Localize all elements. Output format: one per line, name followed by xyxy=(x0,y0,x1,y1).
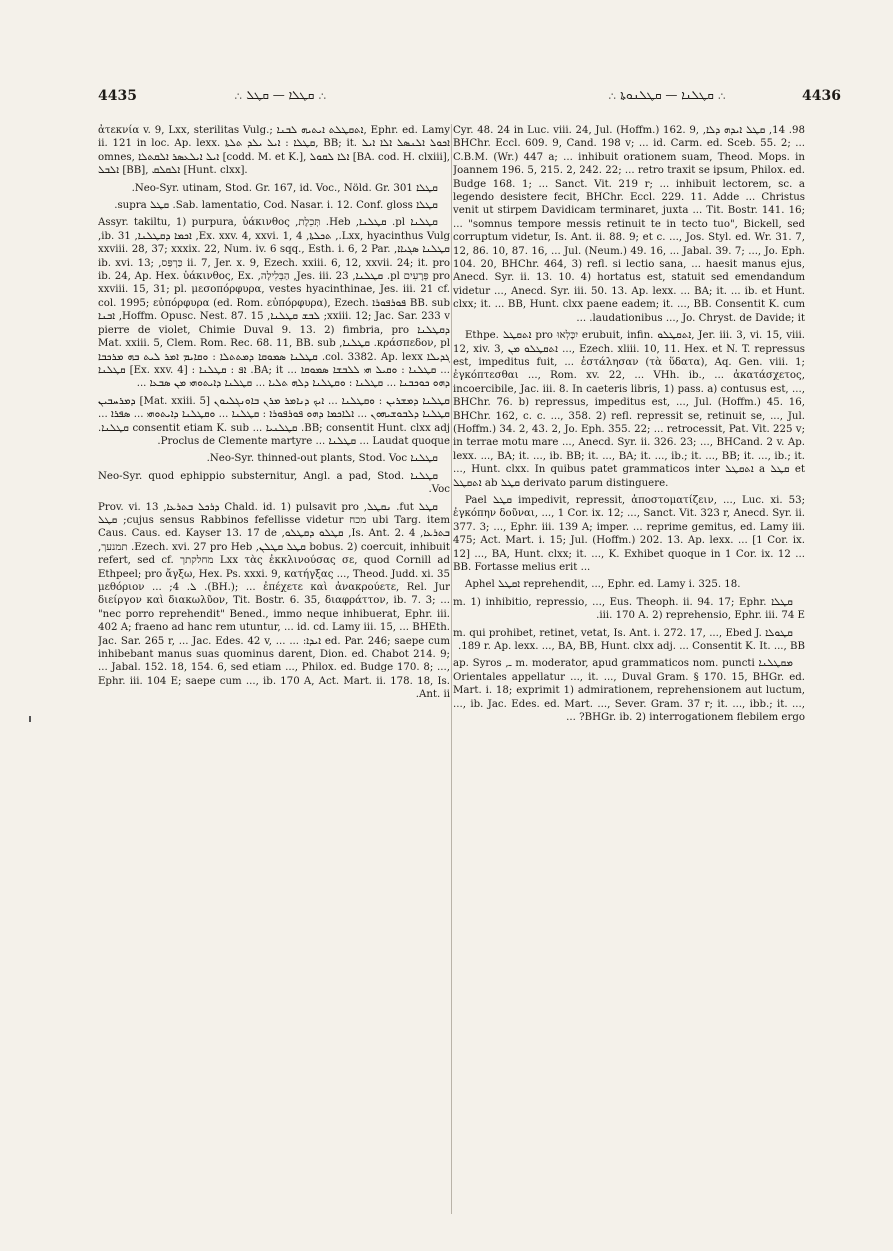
entry-paragraph: ܩܛܠܐ Neo-Syr. utinam, Stod. Gr. 167, id. Voc., Nöld. Gr. 301. xyxy=(131,182,438,194)
left-page-number: 4435 xyxy=(98,88,137,104)
left-running-head: ∴ ܩܛܠܐ — ܩܛܠ ∴ xyxy=(234,88,327,102)
entry-paragraph: ܩܛܠܢܐ ܕܡܫܪܝܢ : ܘܩܛܠܢܐ ... ܐܝܟ ܕܢܐܡܪ ܡܪܢ ܒܐܘܢܓܠܝܘܢ [Mat. xxiii. 5] ܕܡܪܚܒܝܢ ܩܛܠܢܐ ܕܠܒܘܫܝܗܘܢ ... ܐܠܐܟܡܐ ܕܗܘ ܦܘܪܦܘܪܐ : ܩܛܠܢܐ ... ܘܩܛܠܢܐ ܕܐܝܬܘܗܝ ... ܣܦܪܐ ... BB; consentit Hunt. clxx adj. ܩܛܠܢܝܐ ... consentit etiam K. sub ܩܛܠܢܐ. Laudat quoque ... ܩܛܠܢܐ ... Proclus de Clemente martyre. xyxy=(98,395,450,447)
left-column xyxy=(98,124,450,1219)
entry-paragraph: Aphel ܐܩܛܠ reprehendit, ..., Ephr. ed. Lamy i. 325. 18. xyxy=(465,579,741,591)
entry-paragraph: ἀτεκνία v. 9, Lxx, sterilitas Vulg.; ܐܬܩܛܠܬ ܐܝܬܝܗ ܠܒܢܐ, Ephr. ed. Lamy ii. 121 in loc. Ap. lexx. ܩܛܠܐ : ܐܝܠ ܝܠܕ ܬܠܬܐ, BB; it. ܐܟܘܠ ܐܠܢܣܠ ܐܠܐ ܐܝܠ omnes, ܐܝܠ ܐܝܠܥܣܪ ܐܠܩܬܠܐ [codd. M. et K.], ܐܠܐ ܠܩܘܠ [BA. cod. H. clxiii], ܐܠܒܠ [BB], ܐܠܩܠܩ [Hunt. clxx]. xyxy=(98,125,450,177)
entry-paragraph: ܩܛܠܢܐ pl. ܩܛܠܢܐ, Heb. תְּכֵלֶת, Assyr. takiltu, 1) purpura, ὑάκινθος Lxx, hyacinthus Vulg., ܬܟܠܬܐ, Ex. xxv. 4, xxvi. 1, 4, ܐܟܡܐ ܕܩܛܠܢܐ, ib. 31, ܩܛܠܢܐ ܣܓܝܐܐ, xxviii. 28, 37; xxxix. 22, Num. iv. 6 sqq., Esth. i. 6, 2 Par. ii. 7, Jer. x. 9, Ezech. xxiii. 6, 12, xxvii. 24; it. pro כַּרְפַּס, ib. xvi. 13; pro פְּרָעִים pl. ܩܛܠܢܐ, Jes. iii. 23, הַבְּלִילָה, ib. 24, Ap. Hex. ὑάκινθος, Ex. xxviii. 15, 31; pl. μεσοπόρφυρα, vestes hyacinthinae, Jes. iii. 21 cf. BB. sub ܦܘܪܦܘܪܐ col. 1995; εὐπόρφυρα (ed. Rom. εὐπόρφυρα), Ezech. xxiii. 12; Jac. Sar. 233 v; ܠܒܫ ܩܛܠܢܐ, Hoffm. Opusc. Nest. 87. 15, ܐܒܢܐ ܕܩܛܠܢܐ pierre de violet, Chimie Duval 9. 13. 2) fimbria, pro κράσπεδον, pl. ܩܛܠܢܐ, Mat. xxiii. 5, Clem. Rom. Rec. 68. 11, BB. sub ܓܕܝܠܐ col. 3382. Ap. lexx. ܩܛܠܢܐ ܣܡܘܩܐ ܕܡܬܬܠܐ : ܘܩܐܝܡ ܐܡܪ ܠܝܬ ܒܗ ܡܪܟܒܐ ... ܩܛܠܢܐ : ܘܩܝܠ ܗܝ ܠܠܒܫܐ ܣܡܘܩܐ ... BA; it. ܐܦ : ܩܛܠܢܐ : [Ex. xxv. 4] ܩܛܠܢܐ ܕܗܘ ܟܘܟܒܢܐ ... ܩܛܠܢܐ : ܘܩܛܠܢܐ ܕܠܗ ܬܠܝܐ ... ܩܛܠܢܐ ܕܐܝܬܘܗܝ ܡܢ ܣܒܥܐ ... xyxy=(98,217,450,390)
entry-paragraph: ܩܛܠܢܐ Neo-Syr. thinned-out plants, Stod. Voc. xyxy=(206,453,438,465)
entry-paragraph: 98. 14, ܩܛܠ ܐܝܕܗ ܕܠܐ, Cyr. 48. 24 in Luc. viii. 24, Jul. (Hoffm.) 162. 9, BHChr. Eccl. 609. 9, Cand. 198 v; ... id. Carm. ed. Sceb. 55. 2; ... C.B.M. (Wr.) 447 a; ... inhibuit orationem suam, Theod. Mops. in Joannem 196. 5, 215. 2, 242. 22; ... retro traxit se ipsum, Philox. ed. Budge 168. 1; ... Sanct. Vit. 219 r; ... inhibuit lectorem, sc. a legendo desistere fecit, BHChr. Eccl. 229. 11. Adde ... Christus venit ut stirpem Davidicam terminaret, juxta ... Tit. Bostr. 141. 16; ... "somnus tempore messis retinuit te in tecto tuo", Bickell, sed corruptum videtur, Is. Ant. ii. 88. 9; et c. ..., Jos. Styl. ed. Wr. 31. 7, 12, 86. 10, 87. 16, ... Jul. (Neum.) 49. 16, ... Jabal. 39. 7; ..., Jo. Eph. 104. 20, BHChr. 464, 3) refl. si lectio sana, ... haesit manus ejus, Anecd. Syr. ii. 13. 10. 4) hortatus est, statuit sed emendandum videtur ..., Anecd. Syr. iii. 50. 13. Ap. lexx. ... BA; it. ... ib. et Hunt. clxx; it. ... BB, Hunt. clxx paene eadem; it. ..., BB. Consentit K. cum laudationibus ..., Jo. Chryst. de Davide; it. ... xyxy=(453,125,805,324)
entry-paragraph: Ethpe. ܐܬܩܛܠ pro יִכָּלְאוּ erubuit, infin. ܐܬܩܛܠܘ, Jer. iii. 3, vi. 15, viii. 12, xiv. 3, ܐܬܩܛܠܘ ܡܢ ..., Ezech. xliii. 10, 11. Hex. et N. T. repressus est, impeditus fuit, ... ἐστάλησαν (τὰ ὕδατα), Aq. Gen. viii. 1; ἐγκόπτεσθαι ..., Rom. xv. 22, ... VHh. ib., ... ἀκατάσχετος, incoercibile, Jac. iii. 8. In caeteris libris, 1) pass. a) contusus est, ..., BHChr. 76. b) repressus, impeditus est, ..., Jul. (Hoffm.) 45. 16, BHChr. 162, c. c. ..., 358. 2) refl. repressit se, retinuit se, ..., Jul. (Hoffm.) 34. 2, 43. 2, Jo. Eph. 355. 22; ... retrocessit, Pat. Vit. 225 v; in terrae motu mare ..., Anecd. Syr. ii. 326. 23; ..., BHCand. 2 v. Ap. lexx. ..., BA; it. ..., ib. BB; it. ..., BA; it. ..., ib.; it. ..., BB; it. ..., ib.; it. ..., Hunt. clxx. In quibus patet grammaticos inter ܐܬܩܛܠ a ܩܛܠ et ܐܬܩܛܠ ab ܩܛܠ derivato parum distinguere. xyxy=(453,330,805,489)
entry-paragraph: Pael ܩܛܠ impedivit, repressit, ἀποστοματίζειν, ..., Luc. xi. 53; ἐγκόπην δοῦναι, ..., 1 Cor. ix. 12; ..., Sanct. Vit. 323 r, Anecd. Syr. ii. 377. 3; ..., Ephr. iii. 139 A; imper. ... reprime gemitus, ed. Lamy iii. 475; Act. Mart. i. 15; Jul. (Hoffm.) 202. 13. Ap. lexx. ... [1 Cor. ix. 12] ..., BA, Hunt. clxx; it. ..., K. Exhibet quoque in 1 Cor. ix. 12 ... BB. Fortasse melius erit ... xyxy=(453,494,805,573)
entry-paragraph: ܩܛܠܐ Sab. lamentatio, Cod. Nasar. i. 12. Conf. gloss. ܩܛܠ supra. xyxy=(114,200,438,212)
entry-paragraph: ܩܛܠܢܐ Neo-Syr. quod ephippio substernitur, Angl. a pad, Stod. Voc. xyxy=(98,470,450,496)
entry-paragraph: ܩܛܠ fut. ܢܩܛܠ, Chald. id. 1) pulsavit pro ܕܪܟܠ ܒܬܪܥܐ, Prov. vi. 13 ubi Targ. item מכח cujus sensus Rabbinos fefellisse videtur; ܩܛܠ ܒܬܪܥܐ, Is. Ant. 2. 4, ܩܛܠܘ ܕܩܛܠܘ, Caus. Caus. ed. Kayser 13. 17 de bobus. 2) coercuit, inhibuit ܩܛܠ ܩܛܠܢ, Ezech. xvi. 27 pro Heb. תמנעך, Lxx τὰς ἐκκλινούσας σε, quod Cornill ad מחלקתך refert, sed cf. Ethpeel; pro ἄγξω, Hex. Ps. xxxi. 9, κατήγξας ..., Theod. Judd. xi. 35 (BH.); ... ἐπέχετε καὶ ἀνακρούετε, Rel. Jur. ܠ. 4; ... μεθόριον διείργον καὶ διακωλῦον, Tit. Bostr. 6. 35, διαφράττον, ib. 7. 3; ... "nec porro reprehendit" Bened., immo neque inhibuerat, Ephr. iii. 402 A; fraeno ad hanc rem utuntur, ... id. cd. Lamy iii. 15, ... BHEth. ed. Par. 246; saepe cum ܐܝܕܐ: ... Jac. Sar. 265 r, ... Jac. Edes. 42 v, ... inhibebant manus suas quominus darent, Dion. ed. Chabot 214. 9; ... Jabal. 152. 18, 154. 6, sed etiam ..., Philox. ed. Budge 170. 8; ..., Ephr. iii. 104 E; saepe cum ..., ib. 170 A, Act. Mart. ii. 178. 18, Is. Ant. ii. xyxy=(98,501,450,701)
margin-mark xyxy=(29,716,31,722)
page-header xyxy=(0,88,893,118)
right-running-head: ∴ ܩܛܠܢܐ — ܩܛܠܢܘܬܐ ∴ xyxy=(608,88,727,102)
column-divider xyxy=(451,124,452,1214)
entry-paragraph: ܡܩܛܠܢܐ m. moderator, apud grammaticos nom. puncti ـ, ap. Syros Orientales appellatur ..., it. ..., Duval Gram. § 170. 15, BHGr. ed. Mart. i. 18; exprimit 1) admirationem, reprehensionem aut luctum, ..., ib. Jac. Edes. ed. Mart. ..., Sever. Gram. 37 r; it. ..., ibb.; it. ..., BHGr. ib. 2) interrogationem flebilem ergo? ... xyxy=(453,658,805,724)
entry-paragraph: ܩܛܘܠܐ m. qui prohibet, retinet, vetat, Is. Ant. i. 272. 17, ..., Ebed J. 189 r. Ap. lexx. ..., BA, BB, Hunt. clxx adj. ... Consentit K. It. ..., BB. xyxy=(453,627,805,653)
right-column xyxy=(453,124,805,1219)
entry-paragraph: ܩܛܠܐ m. 1) inhibitio, repressio, ..., Eus. Theoph. ii. 94. 17; Ephr. iii. 170 A. 2) reprehensio, Ephr. iii. 74 E. xyxy=(453,596,805,622)
right-page-number: 4436 xyxy=(802,88,841,104)
